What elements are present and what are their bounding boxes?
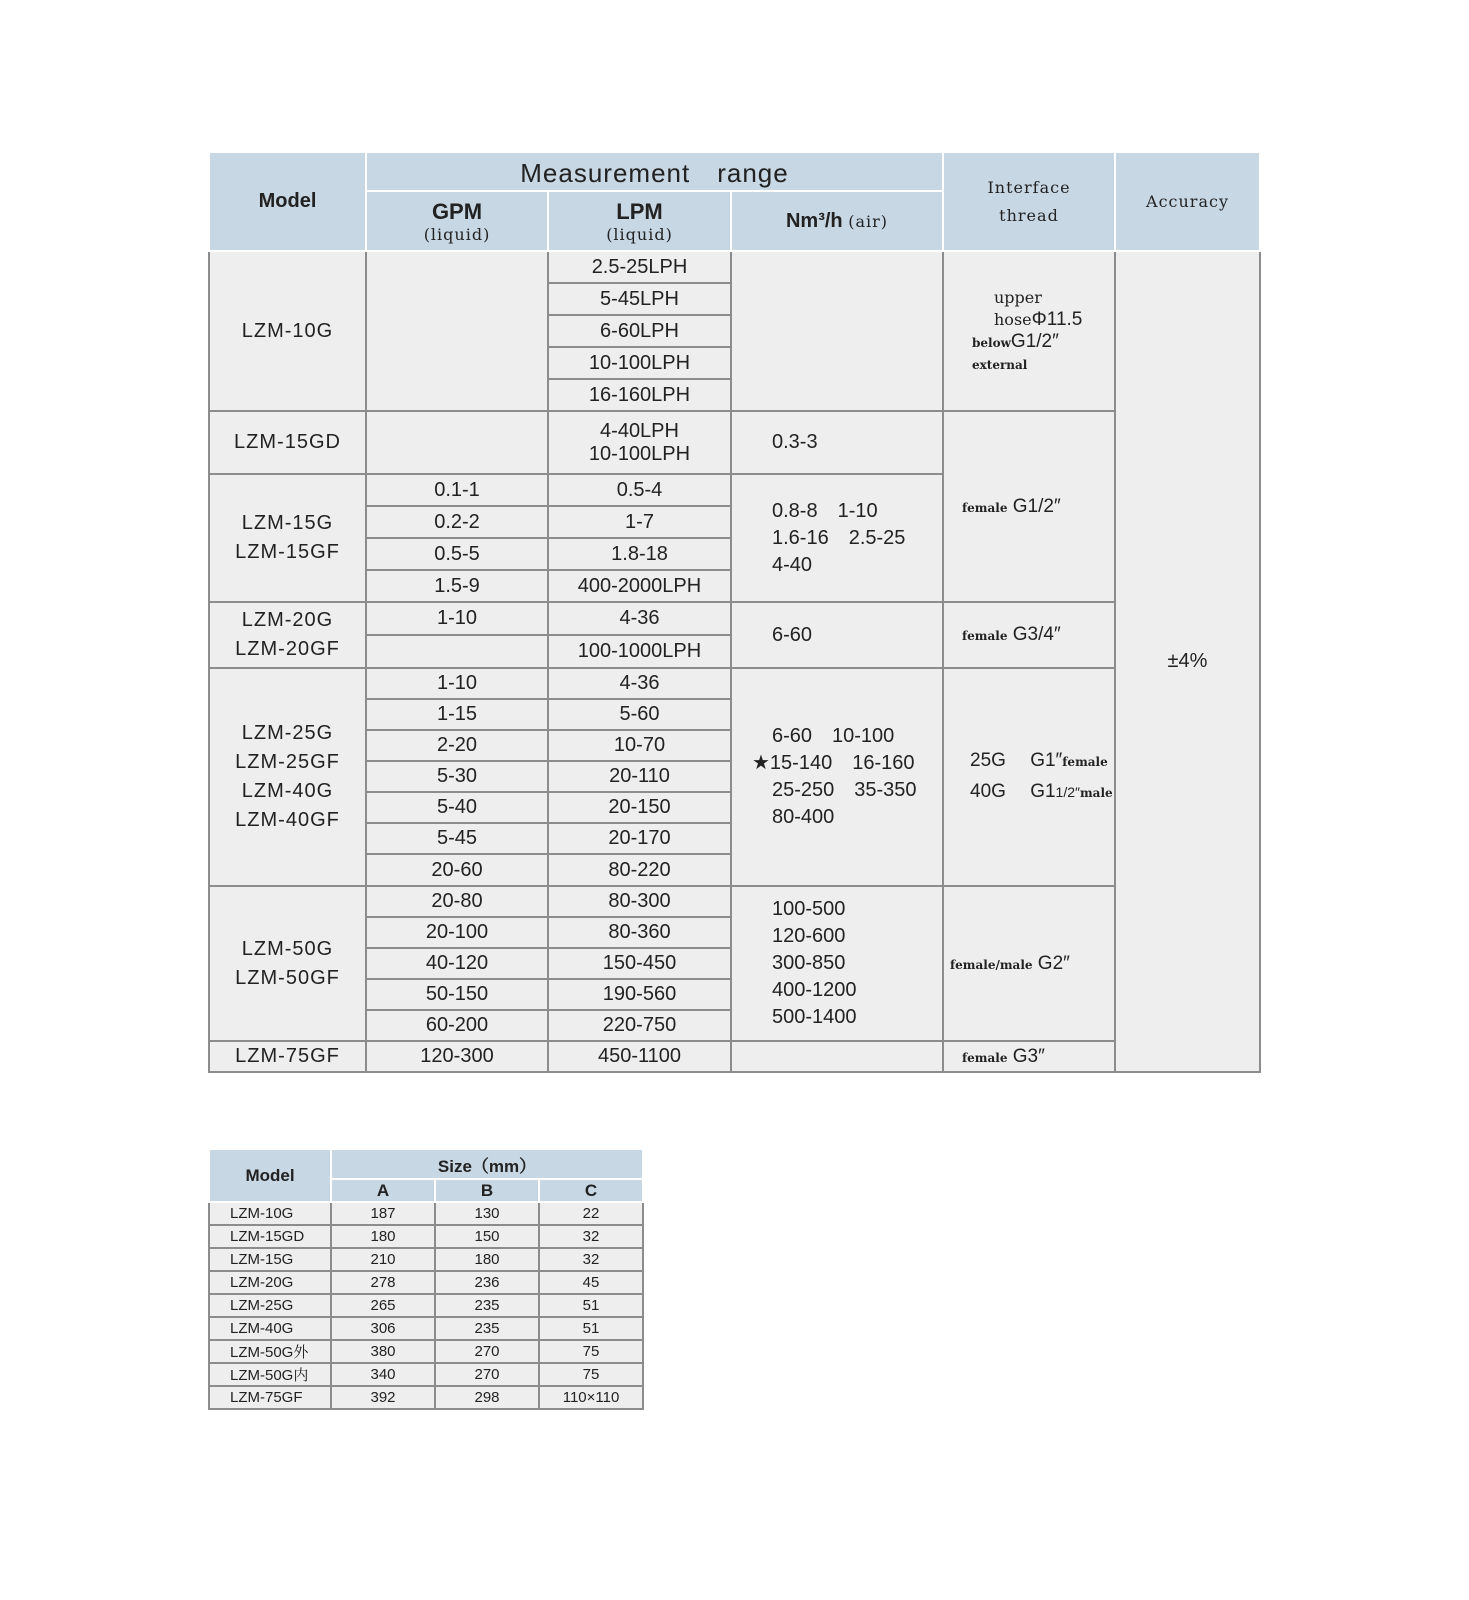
size-c: 22 bbox=[539, 1202, 643, 1225]
size-c: 75 bbox=[539, 1340, 643, 1363]
size-b: 298 bbox=[435, 1386, 539, 1409]
thread-size: G3″ bbox=[1012, 1045, 1045, 1067]
model-line: LZM-25G bbox=[241, 722, 334, 744]
header-gpm bbox=[366, 191, 548, 251]
lpm-cell: 80-220 bbox=[548, 854, 731, 886]
header-gpm-sub: (liquid) bbox=[423, 224, 491, 244]
gpm-cell: 60-200 bbox=[366, 1010, 548, 1041]
lpm-cell: 20-150 bbox=[548, 792, 731, 823]
lpm-cell: 6-60LPH bbox=[548, 315, 731, 347]
thread-size: G1/2″ bbox=[1012, 495, 1061, 517]
gpm-cell: 50-150 bbox=[366, 979, 548, 1010]
size-b: 236 bbox=[435, 1271, 539, 1294]
thread-lzm-75gf bbox=[943, 1041, 1115, 1072]
nm3h-lzm-25g bbox=[731, 668, 943, 886]
gpm-cell: 1-10 bbox=[366, 602, 548, 635]
thread-male: male bbox=[1079, 786, 1113, 800]
size-a: 265 bbox=[331, 1294, 435, 1317]
size-c: 51 bbox=[539, 1317, 643, 1340]
lpm-cell: 1-7 bbox=[548, 506, 731, 538]
nm3h-empty bbox=[731, 1041, 943, 1072]
thread-40g: 40G G1 bbox=[970, 781, 1056, 802]
size-header-model: Model bbox=[209, 1149, 331, 1202]
model-lzm-50g bbox=[209, 886, 366, 1041]
header-nm3h bbox=[731, 191, 943, 251]
size-b: 270 bbox=[435, 1363, 539, 1386]
model-line: LZM-40G bbox=[241, 780, 334, 802]
gpm-cell: 0.1-1 bbox=[366, 474, 548, 506]
lpm-cell: 1.8-18 bbox=[548, 538, 731, 570]
lpm-cell: 20-170 bbox=[548, 823, 731, 854]
thread-lzm-15g bbox=[943, 411, 1115, 602]
model-line: LZM-20G bbox=[241, 609, 334, 631]
size-a: 278 bbox=[331, 1271, 435, 1294]
nm3h-empty bbox=[731, 251, 943, 411]
size-model: LZM-10G bbox=[209, 1202, 331, 1225]
size-c: 110×110 bbox=[539, 1386, 643, 1409]
table-row bbox=[209, 1271, 643, 1294]
lpm-cell: 4-36 bbox=[548, 668, 731, 699]
header-nm3h-label: Nm³/h bbox=[785, 209, 843, 232]
size-a: 392 bbox=[331, 1386, 435, 1409]
nm3h-line: 25-250 35-350 bbox=[772, 779, 917, 801]
thread-size: G2″ bbox=[1037, 952, 1070, 974]
lpm-cell: 2.5-25LPH bbox=[548, 251, 731, 283]
thread-prefix: female bbox=[962, 500, 1008, 515]
size-b: 235 bbox=[435, 1317, 539, 1340]
lpm-cell: 220-750 bbox=[548, 1010, 731, 1041]
thread-prefix: female bbox=[962, 629, 1008, 643]
nm3h-line: 80-400 bbox=[772, 806, 835, 828]
size-b: 235 bbox=[435, 1294, 539, 1317]
table-row bbox=[209, 1386, 643, 1409]
model-line: LZM-50G bbox=[241, 937, 334, 960]
thread-female: female bbox=[1062, 755, 1108, 769]
size-a: 180 bbox=[331, 1225, 435, 1248]
thread-hose-size: Φ11.5 bbox=[1031, 309, 1083, 330]
table-row bbox=[209, 1225, 643, 1248]
thread-upper: upper bbox=[994, 288, 1042, 307]
gpm-cell: 1.5-9 bbox=[366, 570, 548, 602]
gpm-cell: 5-40 bbox=[366, 792, 548, 823]
lpm-cell: 10-100LPH bbox=[548, 347, 731, 379]
thread-g12: G1/2″ bbox=[1010, 331, 1059, 352]
lpm-cell: 80-300 bbox=[548, 886, 731, 917]
header-lpm bbox=[548, 191, 731, 251]
header-gpm-label: GPM bbox=[431, 198, 483, 224]
thread-below: below bbox=[972, 336, 1011, 350]
size-model: LZM-15G bbox=[209, 1248, 331, 1271]
model-line: LZM-25GF bbox=[235, 751, 340, 773]
size-a: 340 bbox=[331, 1363, 435, 1386]
size-a: 187 bbox=[331, 1202, 435, 1225]
table-row bbox=[209, 1248, 643, 1271]
lpm-cell: 0.5-4 bbox=[548, 474, 731, 506]
model-lzm-20g bbox=[209, 602, 366, 668]
gpm-empty bbox=[366, 251, 548, 411]
size-c: 51 bbox=[539, 1294, 643, 1317]
thread-size: G3/4″ bbox=[1012, 624, 1061, 645]
size-model: LZM-75GF bbox=[209, 1386, 331, 1409]
size-c: 75 bbox=[539, 1363, 643, 1386]
header-measurement-range: Measurement range bbox=[366, 152, 943, 191]
size-b: 180 bbox=[435, 1248, 539, 1271]
gpm-cell: 20-80 bbox=[366, 886, 548, 917]
size-c: 32 bbox=[539, 1225, 643, 1248]
gpm-cell: 2-20 bbox=[366, 730, 548, 761]
header-accuracy-label: Accuracy bbox=[1146, 191, 1229, 211]
header-lpm-sub: (liquid) bbox=[606, 224, 673, 244]
lpm-cell: 400-2000LPH bbox=[548, 570, 731, 602]
model-line: LZM-20GF bbox=[235, 638, 340, 660]
model-lzm-15g bbox=[209, 474, 366, 602]
lpm-line: 10-100LPH bbox=[588, 442, 691, 465]
thread-lzm-50g bbox=[943, 886, 1115, 1041]
nm3h-line: 500-1400 bbox=[772, 1006, 857, 1028]
gpm-empty bbox=[366, 411, 548, 474]
gpm-cell: 20-60 bbox=[366, 854, 548, 886]
size-model: LZM-25G bbox=[209, 1294, 331, 1317]
nm3h-line: 0.8-8 1-10 bbox=[772, 499, 878, 522]
table-row bbox=[209, 1363, 643, 1386]
lpm-cell: 190-560 bbox=[548, 979, 731, 1010]
size-a: 306 bbox=[331, 1317, 435, 1340]
size-model: LZM-15GD bbox=[209, 1225, 331, 1248]
accuracy-value: ±4% bbox=[1115, 251, 1260, 1072]
nm3h-line: 300-850 bbox=[772, 952, 846, 974]
lpm-cell: 150-450 bbox=[548, 948, 731, 979]
nm3h-lzm-50g bbox=[731, 886, 943, 1041]
size-header-b: B bbox=[435, 1179, 539, 1202]
nm3h-line: 4-40 bbox=[772, 553, 813, 576]
gpm-cell: 1-10 bbox=[366, 668, 548, 699]
model-lzm-10g: LZM-10G bbox=[209, 251, 366, 411]
gpm-cell bbox=[366, 635, 548, 668]
gpm-cell: 0.5-5 bbox=[366, 538, 548, 570]
size-header-a: A bbox=[331, 1179, 435, 1202]
size-header-size: Size（mm） bbox=[331, 1149, 643, 1179]
size-b: 130 bbox=[435, 1202, 539, 1225]
gpm-cell: 20-100 bbox=[366, 917, 548, 948]
header-interface-thread bbox=[943, 152, 1115, 251]
model-lzm-25g bbox=[209, 668, 366, 886]
thread-lzm-10g bbox=[943, 251, 1115, 411]
lpm-cell: 10-70 bbox=[548, 730, 731, 761]
size-c: 45 bbox=[539, 1271, 643, 1294]
size-table bbox=[208, 1148, 644, 1410]
lpm-cell: 5-45LPH bbox=[548, 283, 731, 315]
size-b: 270 bbox=[435, 1340, 539, 1363]
gpm-cell: 120-300 bbox=[366, 1041, 548, 1072]
thread-prefix: female bbox=[962, 1050, 1008, 1065]
nm3h-line: 100-500 bbox=[772, 898, 846, 920]
model-line: LZM-40GF bbox=[235, 809, 340, 831]
size-c: 32 bbox=[539, 1248, 643, 1271]
lpm-cell: 80-360 bbox=[548, 917, 731, 948]
thread-prefix: female/male bbox=[950, 957, 1033, 972]
lpm-cell: 450-1100 bbox=[548, 1041, 731, 1072]
table-row bbox=[209, 1294, 643, 1317]
thread-hose: hose bbox=[994, 310, 1032, 329]
size-model: LZM-50G内 bbox=[209, 1363, 331, 1386]
header-interface-thread-line2: thread bbox=[999, 205, 1059, 225]
model-line: LZM-50GF bbox=[235, 966, 340, 989]
gpm-cell: 0.2-2 bbox=[366, 506, 548, 538]
table-row bbox=[209, 1317, 643, 1340]
thread-external: external bbox=[972, 358, 1028, 372]
gpm-cell: 40-120 bbox=[366, 948, 548, 979]
header-lpm-label: LPM bbox=[616, 198, 663, 224]
thread-lzm-25g bbox=[943, 668, 1115, 886]
lpm-cell: 20-110 bbox=[548, 761, 731, 792]
gpm-cell: 5-30 bbox=[366, 761, 548, 792]
model-line: LZM-15GF bbox=[235, 541, 340, 563]
lpm-cell: 5-60 bbox=[548, 699, 731, 730]
size-a: 210 bbox=[331, 1248, 435, 1271]
size-header-c: C bbox=[539, 1179, 643, 1202]
header-interface-thread-line1: Interface bbox=[987, 177, 1071, 197]
header-accuracy bbox=[1115, 152, 1260, 251]
nm3h-lzm-20g: 6-60 bbox=[731, 602, 943, 668]
header-nm3h-sub: (air) bbox=[848, 211, 889, 231]
size-b: 150 bbox=[435, 1225, 539, 1248]
size-model: LZM-40G bbox=[209, 1317, 331, 1340]
size-model: LZM-50G外 bbox=[209, 1340, 331, 1363]
header-model: Model bbox=[209, 152, 366, 251]
gpm-cell: 1-15 bbox=[366, 699, 548, 730]
lpm-cell: 100-1000LPH bbox=[548, 635, 731, 668]
nm3h-line: ★15-140 16-160 bbox=[752, 752, 915, 774]
model-lzm-75gf: LZM-75GF bbox=[209, 1041, 366, 1072]
lpm-cell: 16-160LPH bbox=[548, 379, 731, 411]
size-model: LZM-20G bbox=[209, 1271, 331, 1294]
model-lzm-15gd: LZM-15GD bbox=[209, 411, 366, 474]
nm3h-lzm-15g bbox=[731, 474, 943, 602]
lpm-cell: 4-36 bbox=[548, 602, 731, 635]
nm3h-line: 6-60 10-100 bbox=[772, 725, 895, 747]
model-line: LZM-15G bbox=[241, 512, 334, 534]
nm3h-line: 400-1200 bbox=[772, 979, 857, 1001]
nm3h-line: 1.6-16 2.5-25 bbox=[772, 526, 906, 549]
gpm-cell: 5-45 bbox=[366, 823, 548, 854]
lpm-line: 4-40LPH bbox=[600, 419, 679, 442]
lpm-cell bbox=[548, 411, 731, 474]
size-a: 380 bbox=[331, 1340, 435, 1363]
thread-40g-fraction: 1/2″ bbox=[1055, 784, 1080, 800]
table-row bbox=[209, 1202, 643, 1225]
nm3h-lzm-15gd: 0.3-3 bbox=[731, 411, 943, 474]
thread-lzm-20g bbox=[943, 602, 1115, 668]
thread-25g: 25G G1″ bbox=[970, 750, 1063, 771]
nm3h-line: 120-600 bbox=[772, 925, 846, 947]
measurement-spec-table bbox=[208, 151, 1261, 1073]
table-row bbox=[209, 1340, 643, 1363]
